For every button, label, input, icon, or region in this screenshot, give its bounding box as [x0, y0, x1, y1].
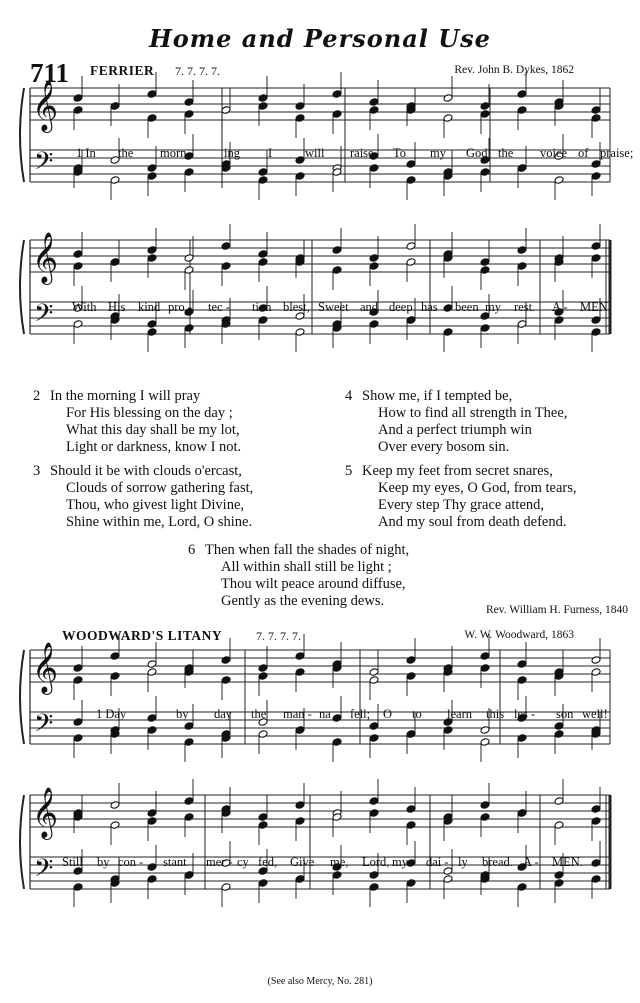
lyric-syllable: A - [552, 300, 568, 314]
bass-clef: 𝄢 [34, 147, 54, 182]
stanza-line: Over every bosom sin. [378, 439, 510, 455]
stanza [188, 542, 410, 610]
lyric-syllable: tec - [208, 300, 230, 314]
note-head [406, 176, 416, 185]
stanza-line: Gently as the evening dews. [221, 593, 385, 609]
note-head [295, 875, 305, 884]
lyric-syllable: fell; [350, 707, 371, 721]
stanza [345, 388, 568, 456]
note-head [480, 102, 490, 111]
note-head [147, 714, 157, 723]
note-head [369, 722, 379, 731]
note-head [517, 246, 527, 255]
note-head [295, 817, 305, 826]
note-head [517, 164, 527, 173]
note-head [517, 106, 527, 115]
note-head [147, 863, 157, 872]
lyric-syllable: His [108, 300, 126, 314]
lyric-syllable: With [72, 300, 97, 314]
note-head [147, 726, 157, 735]
tune-meter: 7. 7. 7. 7. [256, 629, 301, 643]
note-head [184, 738, 194, 747]
note-head [147, 90, 157, 99]
note-head [591, 106, 601, 115]
note-head [258, 258, 268, 267]
lyric-syllable: praise; [600, 146, 634, 160]
stanza-line: Light or darkness, know I not. [66, 439, 242, 455]
note-head [258, 664, 268, 673]
note-head [110, 672, 120, 681]
lyric-syllable: and [360, 300, 379, 314]
note-head [480, 813, 490, 822]
bass-clef: 𝄢 [34, 854, 54, 889]
lyric-syllable: Lord, [362, 855, 390, 869]
note-head [591, 114, 601, 123]
lyric-syllable: well! [582, 707, 608, 721]
note-head [591, 242, 601, 251]
note-head [147, 668, 157, 677]
note-head [517, 676, 527, 685]
stanza-line: Keep my eyes, O God, from tears, [378, 480, 577, 496]
note-head [369, 98, 379, 107]
lyric-syllable: will [305, 146, 325, 160]
note-head [295, 172, 305, 181]
note-head [258, 176, 268, 185]
lyric-syllable: raise [350, 146, 374, 160]
note-head [554, 316, 564, 325]
note-head [443, 328, 453, 337]
note-head [369, 797, 379, 806]
note-head [480, 324, 490, 333]
stanza-line: How to find all strength in Thee, [378, 405, 568, 421]
lyric-syllable: to [412, 707, 422, 721]
note-head [406, 805, 416, 814]
stanza-number: 3 [33, 463, 41, 479]
note-head [147, 817, 157, 826]
note-head [295, 102, 305, 111]
note-head [184, 168, 194, 177]
note-head [480, 801, 490, 810]
note-head [184, 110, 194, 119]
note-head [480, 110, 490, 119]
note-head [147, 246, 157, 255]
note-head [332, 90, 342, 99]
note-head [184, 813, 194, 822]
composer-credit: Rev. John B. Dykes, 1862 [454, 64, 574, 76]
stanza-line: Then when fall the shades of night, [205, 542, 410, 558]
note-head [332, 738, 342, 747]
composer-credit: W. W. Woodward, 1863 [464, 629, 574, 641]
lyric-syllable: God [466, 146, 488, 160]
stanza-line: Keep my feet from secret snares, [362, 463, 553, 479]
note-head [480, 738, 490, 747]
lyric-syllable: Still [62, 855, 83, 869]
lyric-syllable: dai - [426, 855, 449, 869]
note-head [591, 817, 601, 826]
note-head [443, 94, 453, 103]
note-head [258, 672, 268, 681]
lyric-syllable: of [578, 146, 589, 160]
note-head [443, 114, 453, 123]
note-head [73, 718, 83, 727]
note-head [147, 660, 157, 669]
note-head [73, 94, 83, 103]
note-head [258, 813, 268, 822]
note-head [73, 676, 83, 685]
note-head [369, 809, 379, 818]
note-head [369, 676, 379, 685]
note-head [517, 262, 527, 271]
treble-clef: 𝄞 [32, 232, 59, 283]
note-head [73, 664, 83, 673]
note-head [591, 316, 601, 325]
note-head [221, 242, 231, 251]
note-head [258, 316, 268, 325]
note-head [443, 875, 453, 884]
lyric-syllable: na [319, 707, 331, 721]
note-head [480, 168, 490, 177]
note-head [406, 242, 416, 251]
note-head [591, 160, 601, 169]
lyric-syllable: blest, [283, 300, 310, 314]
lyric-syllable: the [251, 707, 267, 721]
lyric-syllable: 1 Day [96, 707, 127, 721]
tune-name: WOODWARD'S LITANY [62, 628, 223, 643]
note-head [110, 652, 120, 661]
lyric-syllable: tion [252, 300, 272, 314]
lyric-syllable: ing [224, 146, 240, 160]
note-head [369, 883, 379, 892]
brace [20, 88, 24, 182]
note-head [369, 320, 379, 329]
lyric-syllable: stant [163, 855, 187, 869]
lyric-syllable: rest. [514, 300, 536, 314]
stanza-line: All within shall still be light ; [221, 559, 392, 575]
note-head [554, 722, 564, 731]
treble-clef: 𝄞 [32, 787, 59, 838]
lyric-syllable: man - [283, 707, 312, 721]
note-head [591, 172, 601, 181]
lyric-syllable: by [176, 707, 189, 721]
stanza-line: Thou, who givest light Divine, [66, 497, 245, 513]
note-head [221, 656, 231, 665]
note-head [332, 266, 342, 275]
lyric-syllable: deep [389, 300, 413, 314]
note-head [369, 106, 379, 115]
lyric-syllable: by [97, 855, 110, 869]
note-head [147, 114, 157, 123]
lyric-syllable: A - [523, 855, 539, 869]
lyric-syllable: day [214, 707, 233, 721]
note-head [332, 714, 342, 723]
stanza-line: Show me, if I tempted be, [362, 388, 513, 404]
lyric-syllable: son [556, 707, 574, 721]
lyric-syllable: MEN. [580, 300, 611, 314]
note-head [295, 652, 305, 661]
note-head [406, 672, 416, 681]
note-head [332, 246, 342, 255]
lyric-syllable: Sweet [318, 300, 349, 314]
note-head [110, 176, 120, 185]
stanza [33, 463, 254, 531]
note-head [369, 254, 379, 263]
stanza-number: 6 [188, 542, 196, 558]
note-head [406, 730, 416, 739]
note-head [480, 258, 490, 267]
stanza-line: What this day shall be my lot, [66, 422, 240, 438]
note-head [110, 801, 120, 810]
lyric-syllable: MEN. [552, 855, 583, 869]
note-head [147, 172, 157, 181]
lyric-syllable: morn - [160, 146, 194, 160]
note-head [369, 734, 379, 743]
note-head [517, 320, 527, 329]
note-head [554, 871, 564, 880]
note-head [184, 98, 194, 107]
lyric-syllable: this [486, 707, 505, 721]
note-head [295, 328, 305, 337]
lyric-syllable: been [455, 300, 479, 314]
lyric-syllable: I [268, 146, 273, 160]
note-head [332, 871, 342, 880]
note-head [184, 254, 194, 263]
note-head [258, 879, 268, 888]
lyric-syllable: cy [237, 855, 249, 869]
note-head [517, 809, 527, 818]
lyric-syllable: con - [118, 855, 144, 869]
treble-clef: 𝄞 [32, 642, 59, 693]
note-head [406, 656, 416, 665]
note-head [443, 726, 453, 735]
stanza-line: For His blessing on the day ; [66, 405, 233, 421]
stanza-number: 2 [33, 388, 41, 404]
lyric-syllable: 1 In [76, 146, 96, 160]
note-head [480, 652, 490, 661]
note-head [369, 164, 379, 173]
note-head [406, 160, 416, 169]
note-head [73, 320, 83, 329]
note-head [295, 801, 305, 810]
note-head [73, 262, 83, 271]
note-head [369, 262, 379, 271]
note-head [517, 90, 527, 99]
note-head [554, 730, 564, 739]
stanza-line: Every step Thy grace attend, [378, 497, 545, 513]
lyric-syllable: learn [447, 707, 472, 721]
note-head [406, 821, 416, 830]
note-head [184, 722, 194, 731]
note-head [591, 254, 601, 263]
lyric-syllable: ly [458, 855, 468, 869]
note-head [554, 879, 564, 888]
note-head [517, 734, 527, 743]
note-head [295, 114, 305, 123]
note-head [443, 304, 453, 313]
note-head [258, 821, 268, 830]
lyric-syllable: voice [540, 146, 568, 160]
note-head [554, 821, 564, 830]
lyric-syllable: my [430, 146, 446, 160]
stanza-number: 5 [345, 463, 353, 479]
note-head [184, 266, 194, 275]
brace [20, 240, 24, 334]
note-head [591, 656, 601, 665]
note-head [110, 821, 120, 830]
lyric-syllable: mer - [206, 855, 233, 869]
note-head [110, 102, 120, 111]
note-head [184, 324, 194, 333]
bass-clef: 𝄢 [34, 299, 54, 334]
stanza [33, 388, 242, 456]
note-head [369, 871, 379, 880]
author-credit: Rev. William H. Furness, 1840 [485, 604, 628, 616]
bass-clef: 𝄢 [34, 709, 54, 744]
note-head [147, 875, 157, 884]
stanza-line: Shine within me, Lord, O shine. [66, 514, 253, 530]
note-head [258, 94, 268, 103]
stanza-line: In the morning I will pray [50, 388, 201, 404]
stanza-number: 4 [345, 388, 353, 404]
page-header: Home and Personal Use [149, 24, 491, 53]
lyric-syllable: fed, [258, 855, 278, 869]
note-head [406, 879, 416, 888]
note-head [221, 883, 231, 892]
note-head [258, 730, 268, 739]
note-head [147, 254, 157, 263]
stanza [345, 463, 577, 531]
lyric-syllable: To [393, 146, 407, 160]
lyric-syllable: pro - [168, 300, 192, 314]
stanza-line: Clouds of sorrow gathering fast, [66, 480, 254, 496]
note-head [147, 164, 157, 173]
lyric-syllable: me, [330, 855, 349, 869]
lyric-syllable: my [485, 300, 501, 314]
stanza-line: And a perfect triumph win [378, 422, 532, 438]
lyric-syllable: les - [514, 707, 536, 721]
lyric-syllable: kind [138, 300, 161, 314]
hymn-number: 711 [30, 58, 70, 88]
note-head [295, 726, 305, 735]
treble-clef: 𝄞 [32, 80, 59, 131]
note-head [554, 176, 564, 185]
note-head [406, 316, 416, 325]
note-head [591, 805, 601, 814]
note-head [591, 875, 601, 884]
note-head [221, 676, 231, 685]
note-head [295, 668, 305, 677]
note-head [147, 328, 157, 337]
note-head [147, 320, 157, 329]
note-head [73, 883, 83, 892]
stanza-line: Should it be with clouds o'ercast, [50, 463, 242, 479]
note-head [480, 266, 490, 275]
tune-meter: 7. 7. 7. 7. [175, 64, 220, 78]
lyric-syllable: has [421, 300, 438, 314]
note-head [406, 258, 416, 267]
note-head [591, 328, 601, 337]
note-head [184, 797, 194, 806]
lyric-syllable: Give [290, 855, 315, 869]
note-head [258, 250, 268, 259]
brace [20, 650, 24, 744]
note-head [147, 809, 157, 818]
lyric-syllable: the [498, 146, 514, 160]
note-head [221, 262, 231, 271]
note-head [73, 106, 83, 115]
note-head [480, 664, 490, 673]
lyric-syllable: O [383, 707, 393, 721]
note-head [73, 250, 83, 259]
note-head [258, 102, 268, 111]
note-head [591, 859, 601, 868]
stanza-line: Thou wilt peace around diffuse, [221, 576, 406, 592]
brace [20, 795, 24, 889]
tune-name: FERRIER [90, 63, 155, 78]
note-head [480, 726, 490, 735]
note-head [258, 168, 268, 177]
lyric-syllable: the [118, 146, 134, 160]
note-head [369, 668, 379, 677]
note-head [295, 156, 305, 165]
note-head [517, 883, 527, 892]
note-head [591, 668, 601, 677]
note-head [517, 660, 527, 669]
note-head [332, 110, 342, 119]
see-also-note: (See also Mercy, No. 281) [267, 976, 373, 987]
note-head [554, 797, 564, 806]
note-head [110, 258, 120, 267]
lyric-syllable: bread. [482, 855, 513, 869]
lyric-syllable: my [392, 855, 408, 869]
note-head [221, 106, 231, 115]
note-head [73, 734, 83, 743]
stanza-line: And my soul from death defend. [378, 514, 567, 530]
note-head [184, 871, 194, 880]
